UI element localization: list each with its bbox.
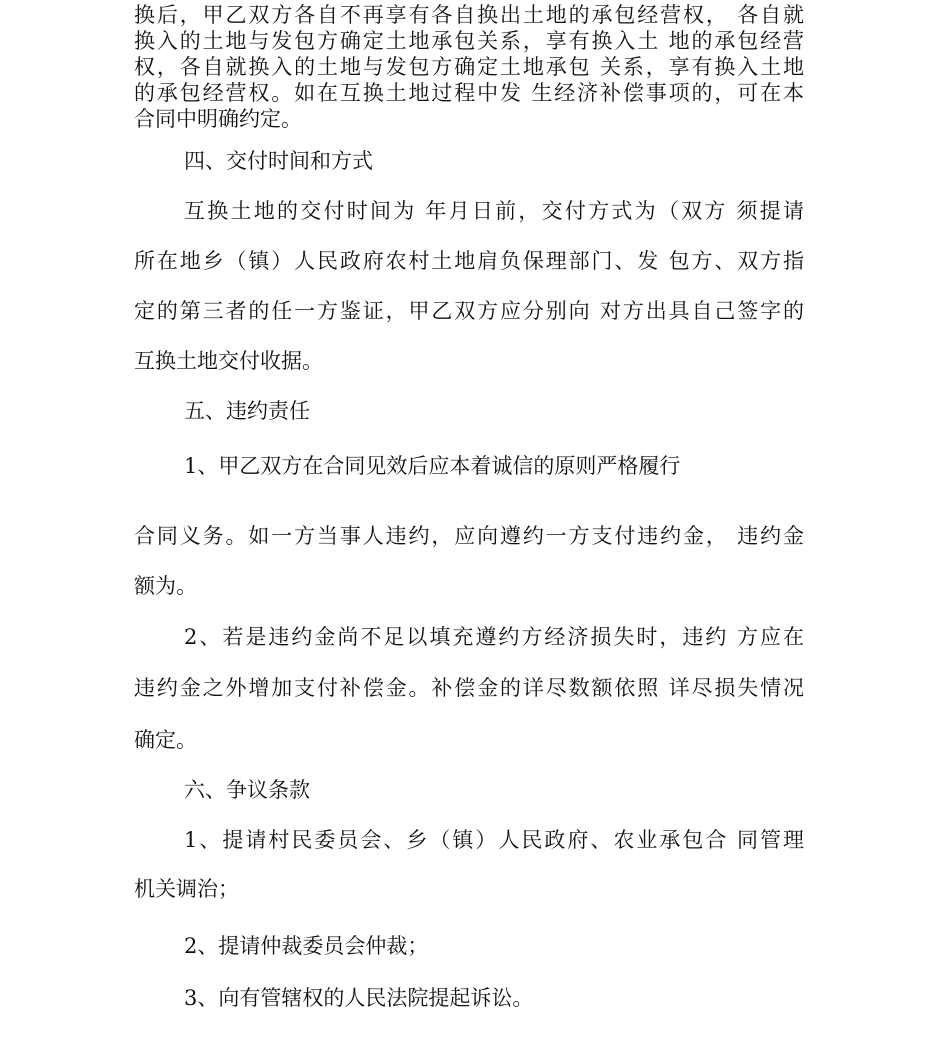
text-line: 合同中明确约定。 [134,107,302,131]
text-line: 合同义务。如一方当事人违约，应向遵约一方支付违约金， 违约金 [134,524,804,548]
text-line: 互换土地的交付时间为 年月日前，交付方式为（双方 须提请 [184,199,804,223]
text-line: 权，各自就换入的土地与发包方确定土地承包 关系，享有换入土地 [134,55,804,79]
text-line: 确定。 [134,728,197,752]
text-line: 3、向有管辖权的人民法院提起诉讼。 [184,986,534,1010]
text-line: 的承包经营权。如在互换土地过程中发 生经济补偿事项的，可在本 [134,81,804,105]
text-line: 违约金之外增加支付补偿金。补偿金的详尽数额依照 详尽损失情况 [134,676,804,700]
text-line: 额为。 [134,574,197,598]
text-line: 所在地乡（镇）人民政府农村土地肩负保理部门、发 包方、双方指 [134,249,804,273]
text-line: 1、提请村民委员会、乡（镇）人民政府、农业承包合 同管理 [184,828,804,852]
text-line: 1、甲乙双方在合同见效后应本着诚信的原则严格履行 [184,454,681,478]
text-line: 换后，甲乙双方各自不再享有各自换出土地的承包经营权， 各自就 [134,3,804,27]
text-line: 互换土地交付收据。 [134,349,323,373]
section-heading: 六、争议条款 [184,778,310,802]
text-line: 定的第三者的任一方鉴证，甲乙双方应分别向 对方出具自己签字的 [134,299,804,323]
text-line: 2、提请仲裁委员会仲裁； [184,934,429,958]
text-line: 换入的土地与发包方确定土地承包关系，享有换入土 地的承包经营 [134,29,804,53]
text-line: 2、若是违约金尚不足以填充遵约方经济损失时，违约 方应在 [184,625,804,649]
text-line: 机关调治； [134,877,239,901]
section-heading: 五、违约责任 [184,399,310,423]
section-heading: 四、交付时间和方式 [184,149,373,173]
